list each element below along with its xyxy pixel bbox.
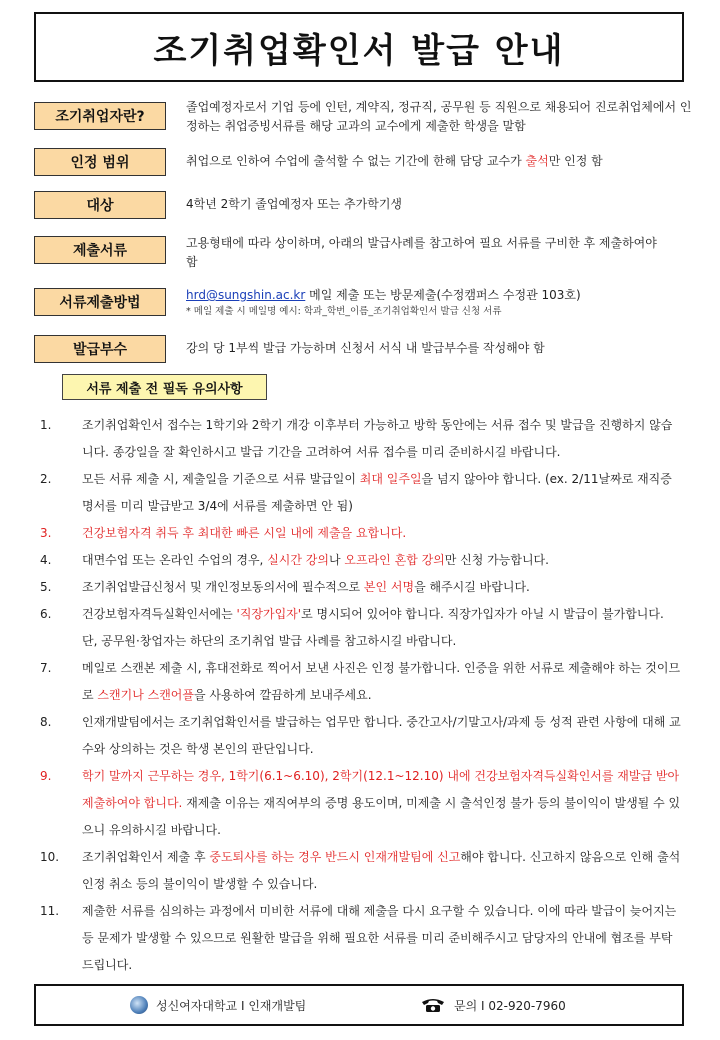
info-row-scope <box>34 148 694 176</box>
note-item <box>34 601 682 655</box>
text-definition: 졸업예정자로서 기업 등에 인턴, 계약직, 정규직, 공무원 등 직원으로 채용되어 진로취업체에서 인정하는 취업증빙서류를 해당 교과의 교수에게 제출한 학생을 말함 <box>186 100 692 133</box>
note-text-segment: 제출한 서류를 심의하는 과정에서 미비한 서류에 대해 제출을 다시 요구할 수 있습니다. 이에 따라 발급이 늦어지는 등 문제가 발생할 수 있으므로 원활한 발급을 위해 필요한 서류를 미리 준비해주시고 담당자의 안내에 협조를 부탁드립니다. <box>82 904 677 972</box>
note-text-segment: 건강보험자격득실확인서에는 <box>82 607 237 621</box>
note-text-segment: 최대 일주일 <box>359 472 422 486</box>
info-row-documents <box>34 234 694 272</box>
note-text-segment: 학기 말까지 근무하는 경우, 1학기(6.1~6.10), 2학기(12.1~12.10) 내에 건강보험자격득실확인서를 재발급 받아 제출하여야 합니다. <box>82 769 680 810</box>
note-item <box>34 844 682 898</box>
note-text <box>82 574 682 601</box>
note-text-segment: 메일로 스캔본 제출 시, 휴대전화로 찍어서 보낸 사진은 인정 불가합니다. 인증을 위한 서류로 제출해야 하는 것이므로 <box>82 661 681 702</box>
note-text-segment: 을 사용하여 깔끔하게 보내주세요. <box>193 688 372 702</box>
note-text <box>82 466 682 520</box>
note-item <box>34 574 682 601</box>
university-logo-icon <box>130 996 148 1014</box>
label-scope: 인정 범위 <box>34 148 166 176</box>
note-text-segment: 실시간 강의 <box>267 553 329 567</box>
text-scope-pre: 취업으로 인하여 수업에 출석할 수 없는 기간에 한해 담당 교수가 <box>186 154 526 168</box>
note-text-segment: 건강보험자격 취득 후 최대한 빠른 시일 내에 제출을 요합니다. <box>82 526 407 540</box>
note-text <box>82 709 682 763</box>
note-text <box>82 655 682 709</box>
note-number: 9. <box>40 769 52 783</box>
note-text <box>82 898 682 979</box>
note-number: 6. <box>40 607 52 621</box>
note-number: 8. <box>40 715 52 729</box>
note-text <box>82 844 682 898</box>
note-item <box>34 709 682 763</box>
text-documents: 고용형태에 따라 상이하며, 아래의 발급사례를 참고하여 필요 서류를 구비한 후 제출하여야 함 <box>186 236 657 269</box>
note-number: 10. <box>40 850 60 864</box>
label-documents: 제출서류 <box>34 236 166 264</box>
note-item <box>34 655 682 709</box>
note-number: 1. <box>40 418 52 432</box>
note-text-segment: 을 넘지 않아야 합니다. (ex. 2/11날짜로 재직증명서를 미리 발급받고 3/4에 서류를 제출하면 안 됨) <box>82 472 672 513</box>
note-text-segment: 나 <box>328 553 345 567</box>
text-scope-red: 출석 <box>525 154 549 168</box>
note-item <box>34 763 682 844</box>
footer-org <box>130 996 306 1014</box>
info-row-submit-method <box>34 286 694 319</box>
note-number: 3. <box>40 526 52 540</box>
note-text-segment: 오프라인 혼합 강의 <box>344 553 445 567</box>
text-scope <box>186 152 603 171</box>
text-copies: 강의 당 1부씩 발급 가능하며 신청서 서식 내 발급부수를 작성해야 함 <box>186 341 545 355</box>
info-row-definition <box>34 98 694 136</box>
page-title: 조기취업확인서 발급 안내 <box>153 30 565 71</box>
caution-title: 서류 제출 전 필독 유의사항 <box>62 374 267 400</box>
note-text-segment: '직장가입자' <box>236 607 302 621</box>
note-text-segment: 재제출 이유는 재직여부의 증명 용도이며, 미제출 시 출석인정 불가 등의 불이익이 발생될 수 있으니 유의하시길 바랍니다. <box>82 796 681 837</box>
note-text <box>82 412 682 466</box>
submit-method-text: 메일 제출 또는 방문제출(수정캠퍼스 수정관 103호) <box>305 288 581 302</box>
email-link[interactable]: hrd@sungshin.ac.kr <box>186 288 306 302</box>
footer-contact <box>420 997 566 1014</box>
note-text-segment: 해야 합니다. 신고하지 않음으로 인해 출석인정 취소 등의 불이익이 발생할 수 있습니다. <box>82 850 681 891</box>
note-item <box>34 466 682 520</box>
note-number: 7. <box>40 661 52 675</box>
note-item <box>34 520 682 547</box>
note-text-segment: 인재개발팀에서는 조기취업확인서를 발급하는 업무만 합니다. 중간고사/기말고사/과제 등 성적 관련 사항에 대해 교수와 상의하는 것은 학생 본인의 판단입니다. <box>82 715 681 756</box>
note-item <box>34 547 682 574</box>
note-number: 5. <box>40 580 52 594</box>
title-box <box>34 12 684 82</box>
note-text <box>82 547 682 574</box>
text-target: 4학년 2학기 졸업예정자 또는 추가학기생 <box>186 197 403 211</box>
label-definition: 조기취업자란? <box>34 102 166 130</box>
footer-org-text: 성신여자대학교 I 인재개발팀 <box>156 998 307 1013</box>
note-text-segment: 조기취업확인서 제출 후 <box>82 850 210 864</box>
note-text-segment: 만 신청 가능합니다. <box>444 553 549 567</box>
footer <box>34 984 684 1026</box>
note-text-segment: 스캔기나 스캔어플 <box>97 688 194 702</box>
note-number: 11. <box>40 904 60 918</box>
note-text-segment: 중도퇴사를 하는 경우 반드시 인재개발팀에 신고 <box>209 850 461 864</box>
note-text-segment: 을 해주시길 바랍니다. <box>414 580 530 594</box>
note-text <box>82 601 682 655</box>
footer-contact-text: 문의 I 02-920-7960 <box>454 998 566 1013</box>
label-submit-method: 서류제출방법 <box>34 288 166 316</box>
text-submit-method <box>186 286 581 319</box>
note-text <box>82 520 682 547</box>
note-item <box>34 412 682 466</box>
note-text-segment: 로 명시되어 있어야 합니다. 직장가입자가 아닐 시 발급이 불가합니다. 단, 공무원·창업자는 하단의 조기취업 발급 사례를 참고하시길 바랍니다. <box>82 607 664 648</box>
note-text-segment: 본인 서명 <box>363 580 415 594</box>
submit-method-note: * 메일 제출 시 메일명 예시: 학과_학번_이름_조기취업확인서 발급 신청 서류 <box>186 306 502 317</box>
label-target: 대상 <box>34 191 166 219</box>
note-item <box>34 898 682 979</box>
info-row-target <box>34 191 694 219</box>
note-text <box>82 763 682 844</box>
note-text-segment: 대면수업 또는 온라인 수업의 경우, <box>82 553 268 567</box>
label-copies: 발급부수 <box>34 335 166 363</box>
note-number: 4. <box>40 553 52 567</box>
note-text-segment: 모든 서류 제출 시, 제출일을 기준으로 서류 발급일이 <box>82 472 360 486</box>
note-number: 2. <box>40 472 52 486</box>
phone-icon <box>420 997 446 1013</box>
info-row-copies <box>34 335 694 363</box>
notes-list <box>34 412 682 979</box>
text-scope-post: 만 인정 함 <box>548 154 603 168</box>
note-text-segment: 조기취업확인서 접수는 1학기와 2학기 개강 이후부터 가능하고 방학 동안에는 서류 접수 및 발급을 진행하지 않습니다. 종강일을 잘 확인하시고 발급 기간을 고려하여 서류 접수를 미리 준비하시길 바랍니다. <box>82 418 673 459</box>
note-text-segment: 조기취업발급신청서 및 개인정보동의서에 필수적으로 <box>82 580 364 594</box>
